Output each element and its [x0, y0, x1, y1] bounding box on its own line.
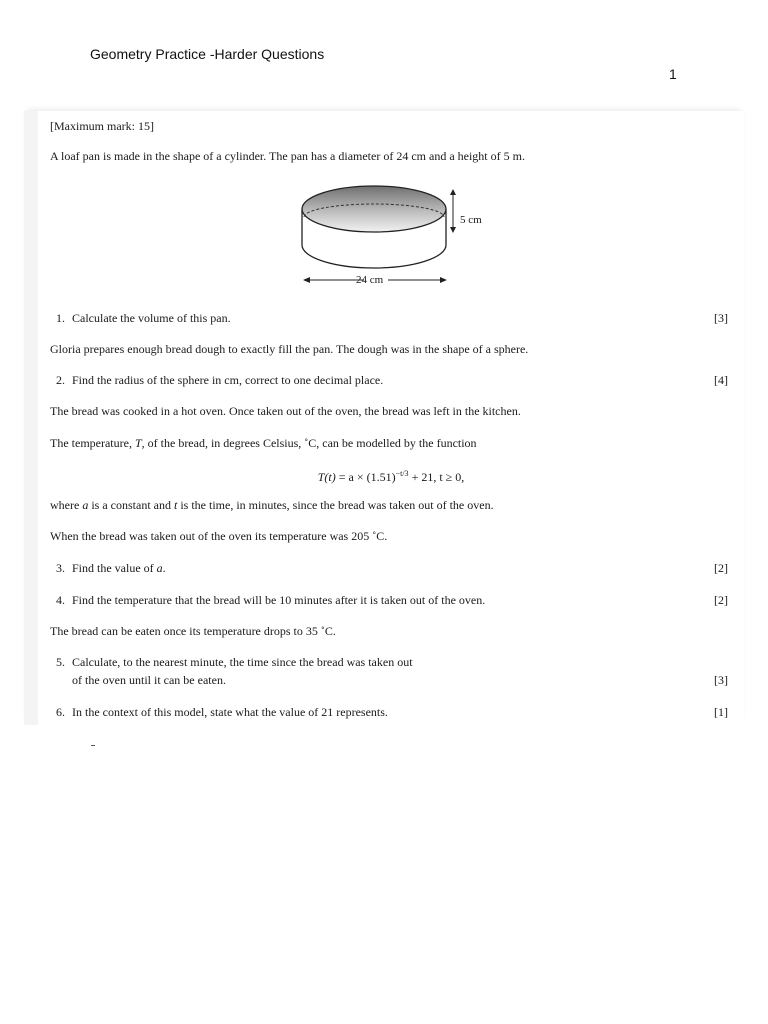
stray-dash: [91, 745, 95, 746]
question-panel: [24, 111, 744, 725]
part-3-var: a: [156, 561, 163, 575]
part-2-mark: [4]: [714, 373, 728, 387]
document-title: Geometry Practice -Harder Questions: [90, 46, 325, 62]
formula-rhs-a: = a × (1.51): [338, 470, 396, 484]
para-where-part1: where: [50, 498, 80, 512]
var-a: a: [82, 498, 89, 512]
part-3-text-main: Find the value of: [72, 561, 154, 575]
cylinder-diagram: [284, 179, 504, 291]
part-4-number: 4.: [56, 593, 65, 607]
part-3-number: 3.: [56, 561, 65, 575]
formula-rhs-b: + 21, t ≥ 0,: [408, 470, 465, 484]
part-2-number: 2.: [56, 373, 65, 387]
max-mark: [Maximum mark: 15]: [50, 119, 154, 133]
part-3-text: [72, 561, 166, 575]
para-where-part3: is the time, in minutes, since the bread was taken out of the oven.: [180, 498, 494, 512]
part-6-text: In the context of this model, state what the value of 21 represents.: [72, 705, 388, 719]
part-1-text: Calculate the volume of this pan.: [72, 311, 231, 325]
part-6-number: 6.: [56, 705, 65, 719]
cylinder-figure: [284, 179, 504, 296]
var-t: t: [173, 498, 178, 512]
question-intro: A loaf pan is made in the shape of a cylinder. The pan has a diameter of 24 cm and a height of 5 m.: [50, 149, 525, 163]
para-where-part2: is a constant and: [91, 498, 171, 512]
document-header: [0, 0, 768, 100]
temperature-formula: [38, 467, 744, 484]
height-label: 5 cm: [460, 214, 482, 226]
para-oven: The bread was cooked in a hot oven. Once taken out of the oven, the bread was left in the kitchen.: [50, 404, 521, 418]
var-T: T: [134, 436, 142, 450]
part-1-mark: [3]: [714, 311, 728, 325]
part-3-text-end: .: [162, 561, 166, 575]
part-2-text: Find the radius of the sphere in cm, correct to one decimal place.: [72, 373, 384, 387]
part-5-text-line1: Calculate, to the nearest minute, the time since the bread was taken out: [72, 655, 413, 669]
part-5-mark: [3]: [714, 673, 728, 687]
para-eaten: The bread can be eaten once its temperature drops to 35 ˚C.: [50, 624, 336, 638]
para-dough: Gloria prepares enough bread dough to exactly fill the pan. The dough was in the shape of a sphere.: [50, 342, 529, 356]
diameter-label: 24 cm: [356, 274, 384, 286]
part-3-mark: [2]: [714, 561, 728, 575]
para-temp-part1: The temperature,: [50, 436, 132, 450]
page-number: 1: [669, 66, 677, 82]
formula-lhs: T(t): [317, 470, 336, 484]
part-1-number: 1.: [56, 311, 65, 325]
para-initial-temperature: When the bread was taken out of the oven its temperature was 205 ˚C.: [50, 529, 388, 543]
para-where: [50, 498, 494, 512]
formula-exponent: −t/3: [395, 469, 409, 478]
part-4-text: Find the temperature that the bread will be 10 minutes after it is taken out of the oven.: [72, 593, 486, 607]
part-4-mark: [2]: [714, 593, 728, 607]
para-temp-part2: , of the bread, in degrees Celsius, ˚C, can be modelled by the function: [141, 436, 477, 450]
part-6-mark: [1]: [714, 705, 728, 719]
part-5-number: 5.: [56, 655, 65, 669]
para-temperature: [50, 436, 477, 450]
part-5-text-line2: of the oven until it can be eaten.: [72, 673, 226, 687]
